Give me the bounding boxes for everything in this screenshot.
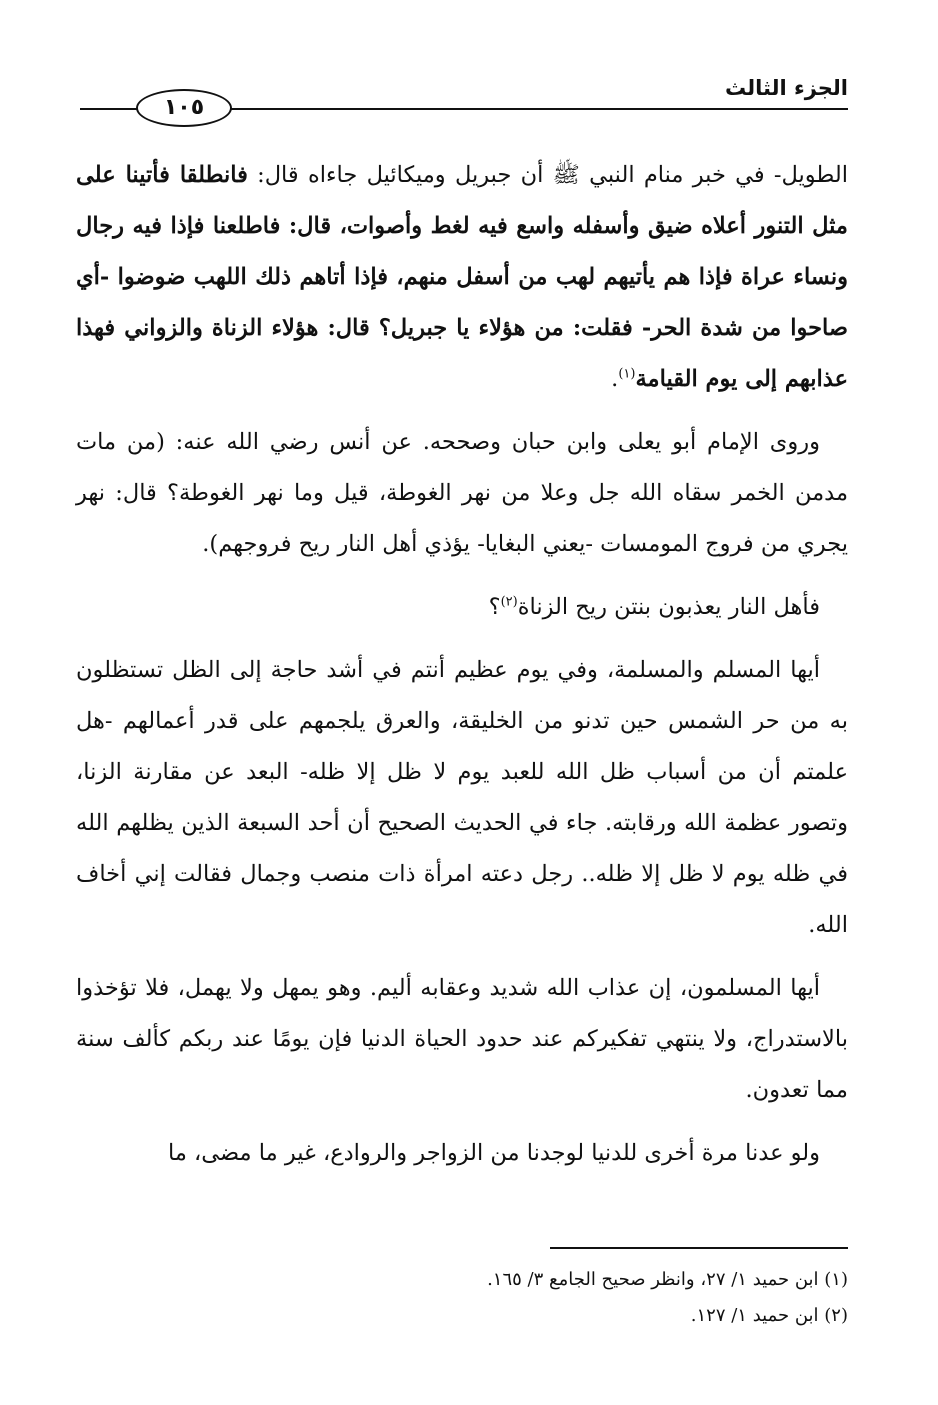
paragraph-2: وروى الإمام أبو يعلى وابن حبان وصححه. عن أنس رضي الله عنه: (من مات مدمن الخمر سقاه الله جل وعلا من نهر الغوطة، قيل وما نهر الغوطة؟ قال: نهر يجري من فروج المومسات -يعني البغايا- يؤذي أهل النار ريح فروجهم).: [76, 429, 848, 557]
footnote-1: (١) ابن حميد ١/ ٢٧، وانظر صحيح الجامع ٣/ ١٦٥.: [487, 1269, 848, 1290]
page-number-oval: ١٠٥: [136, 89, 232, 127]
footnotes: [76, 1262, 848, 1334]
page-header: [80, 72, 848, 132]
paragraph-4: أيها المسلم والمسلمة، وفي يوم عظيم أنتم في أشد حاجة إلى الظل تستظلون به من حر الشمس حين تدنو من الخليقة، والعرق يلجمهم على قدر أعمالهم -هل علمتم أن من أسباب ظل الله للعبد يوم لا ظل إلا ظله- البعد عن مقارنة الزنا، وتصور عظمة الله ورقابته. جاء في الحديث الصحيح أن أحد السبعة الذين يظلهم الله في ظله يوم لا ظل إلا ظله.. رجل دعته امرأة ذات منصب وجمال فقالت إني أخاف الله.: [76, 657, 848, 938]
paragraph-5: أيها المسلمون، إن عذاب الله شديد وعقابه أليم. وهو يمهل ولا يهمل، فلا تؤخذوا بالاستدراج، ولا ينتهي تفكيركم عند حدود الحياة الدنيا فإن يومًا عند ربكم كألف سنة مما تعدون.: [76, 975, 848, 1103]
footnote-2: (٢) ابن حميد ١/ ١٢٧.: [690, 1305, 848, 1326]
p3-end: ؟: [488, 594, 501, 620]
main-text: [76, 150, 848, 1191]
p1-quote: فانطلقا فأتينا على مثل التنور أعلاه ضيق وأسفله واسع فيه لغط وأصوات، قال: فاطلعنا فإذا فيه رجال ونساء عراة فإذا هم يأتيهم لهب من أسفل منهم، فإذا أتاهم ذلك اللهب ضوضوا -أي صاحوا من شدة الحر- فقلت: من هؤلاء يا جبريل؟ قال: هؤلاء الزناة والزواني فهذا عذابهم إلى يوم القيامة: [76, 162, 848, 392]
footnote-rule: [550, 1247, 848, 1249]
p1-end: .: [611, 366, 619, 392]
paragraph-6: ولو عدنا مرة أخرى للدنيا لوجدنا من الزواجر والروادع، غير ما مضى، ما: [167, 1140, 820, 1166]
footnote-ref-2: (٢): [500, 594, 518, 610]
p3-text: فأهل النار يعذبون بنتن ريح الزناة: [517, 594, 820, 620]
p1-intro: الطويل- في خبر منام النبي ﷺ أن جبريل وميكائيل جاءاه قال:: [247, 162, 848, 188]
paragraph-1: [76, 150, 848, 405]
footnote-ref-1: (١): [618, 366, 636, 382]
paragraph-3: [76, 582, 848, 633]
running-title: الجزء الثالث: [725, 76, 848, 100]
